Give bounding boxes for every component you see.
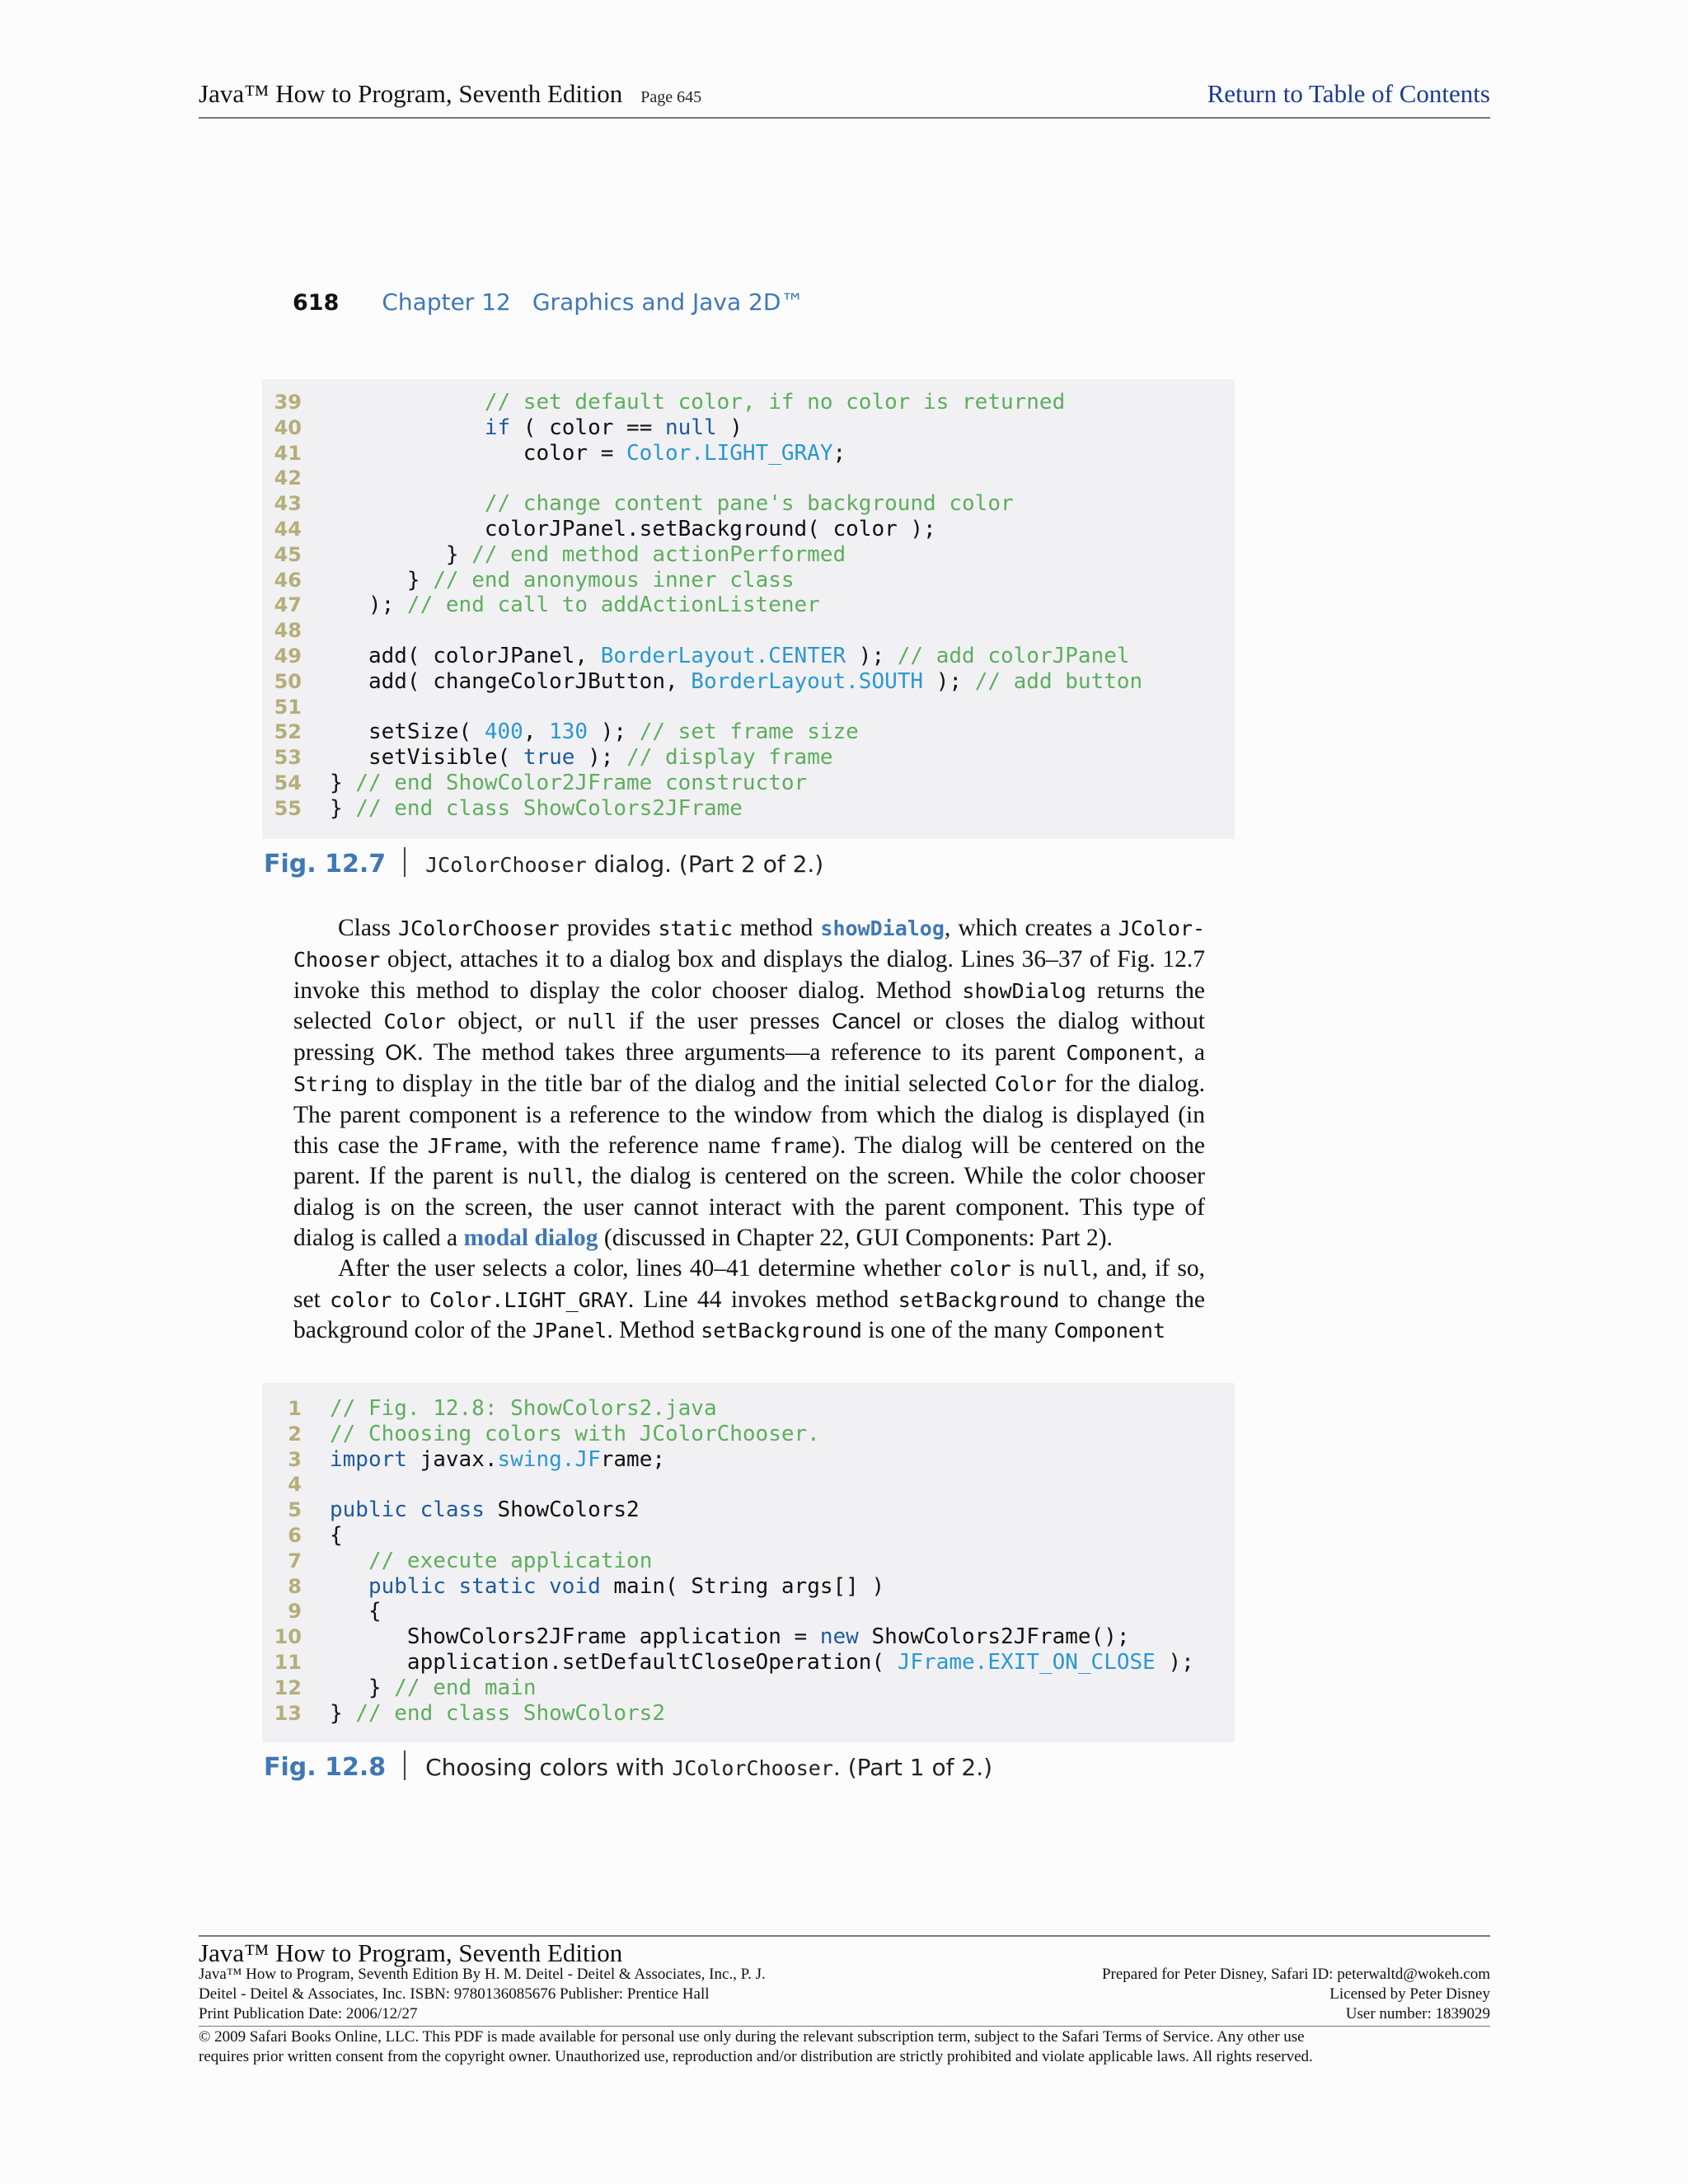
text-run: or closes the dialog without pressing <box>293 1008 1205 1066</box>
code-text: import javax.swing.JFrame; <box>330 1446 666 1472</box>
book-title-text: Java™ How to Program, Seventh Edition <box>199 79 623 108</box>
code-text: if ( color == null ) <box>484 415 743 440</box>
code-text: } // end method actionPerformed <box>330 541 846 567</box>
line-number: 43 <box>274 492 302 516</box>
line-number: 12 <box>274 1675 302 1699</box>
line-number: 5 <box>288 1498 302 1522</box>
text-run: returns the selected <box>293 977 1205 1035</box>
line-number: 42 <box>274 466 302 490</box>
text-run: After the user selects a color, lines 40–41 determine whether <box>338 1254 950 1282</box>
code-text: public static void main( String args[] ) <box>368 1573 885 1599</box>
code-term: Color <box>383 1010 446 1034</box>
code-text: // Choosing colors with JColorChooser. <box>330 1421 820 1446</box>
text-run: Class <box>338 915 399 941</box>
code-term: null <box>567 1010 617 1034</box>
line-number: 13 <box>274 1701 302 1725</box>
gui-term-cancel: Cancel <box>832 1009 902 1034</box>
paragraph-2 <box>293 1254 1205 1347</box>
code-text: } // end class ShowColors2 <box>330 1700 665 1726</box>
key-term-modal-dialog: modal dialog <box>463 1224 598 1251</box>
code-term: JPanel <box>532 1319 607 1343</box>
footer-isbn: Deitel - Deitel & Associates, Inc. ISBN: 9780136085676 Publisher: Prentice Hall <box>199 1985 710 2003</box>
footer-copyright-line-2: requires prior written consent from the copyright owner. Unauthorized use, reproduction and/or distribution are strictly prohibited and violate applicable laws. All rights reserved. <box>199 2048 1313 2065</box>
code-term: Color <box>994 1071 1057 1096</box>
text-run: is <box>1010 1254 1043 1282</box>
text-run: . Method <box>607 1317 701 1344</box>
code-term: static <box>658 916 733 940</box>
code-text: colorJPanel.setBackground( color ); <box>330 517 936 541</box>
text-run: to change the background color of the <box>293 1286 1205 1344</box>
line-number: 4 <box>288 1473 302 1497</box>
footer-copyright-line-1: © 2009 Safari Books Online, LLC. This PDF is made available for personal use only during the relevant subscription term, subject to the Safari Terms of Service. Any other use <box>199 2028 1305 2046</box>
line-number: 52 <box>274 720 302 744</box>
line-number: 44 <box>274 518 302 541</box>
header-book-title <box>199 79 701 109</box>
line-number: 41 <box>274 441 302 465</box>
figure-label: Fig. 12.8 <box>264 1753 387 1782</box>
line-number: 10 <box>274 1625 302 1649</box>
chapter-title: Graphics and Java 2D™ <box>532 288 804 316</box>
footer-book-title: Java™ How to Program, Seventh Edition <box>199 1938 623 1967</box>
text-run: object, attaches it to a dialog box and displays the dialog. Lines 36–37 of Fig. 12.7 invoke this method to display the color chooser dialog. Method <box>293 945 1205 1004</box>
line-number: 1 <box>288 1397 302 1420</box>
caption-text: . (Part 1 of 2.) <box>832 1754 993 1781</box>
footer-row-2 <box>199 1985 1490 2005</box>
line-number: 2 <box>288 1422 302 1446</box>
code-text: } // end main <box>330 1675 537 1700</box>
code-text: } // end anonymous inner class <box>330 567 795 593</box>
line-number: 7 <box>288 1549 302 1572</box>
text-run: to display in the title bar of the dialog and the initial selected <box>368 1070 995 1097</box>
gui-term-ok: OK <box>385 1040 418 1066</box>
line-number: 39 <box>274 391 302 414</box>
line-number: 45 <box>274 542 302 566</box>
line-number: 55 <box>274 796 302 820</box>
code-term: String <box>293 1071 368 1096</box>
code-term: JFrame <box>427 1133 502 1158</box>
footer-licensed-by: Licensed by Peter Disney <box>1329 1985 1490 2003</box>
code-text: // Fig. 12.8: ShowColors2.java <box>330 1396 717 1421</box>
code-text: setSize( 400, 130 ); // set frame size <box>330 719 859 745</box>
line-number: 8 <box>288 1574 302 1598</box>
text-run: is one of the many <box>861 1317 1054 1344</box>
figure-caption-12-8 <box>264 1750 992 1782</box>
caption-text: dialog. (Part 2 of 2.) <box>586 851 824 878</box>
code-term: JColorChooser <box>398 916 560 940</box>
code-term: Component <box>1053 1319 1166 1343</box>
footer-user-number: User number: 1839029 <box>1345 2005 1490 2022</box>
line-number: 9 <box>288 1600 302 1624</box>
line-number: 51 <box>274 695 302 719</box>
text-run: , with the reference name <box>501 1132 770 1159</box>
text-run: , a <box>1177 1039 1205 1066</box>
code-term: frame <box>769 1133 832 1158</box>
line-number: 50 <box>274 669 302 693</box>
text-run: , the dialog is centered on the screen. While the color chooser dialog is on the screen, the user cannot interact with the parent component. This type of dialog is called a <box>293 1163 1205 1251</box>
code-text: color = Color.LIGHT_GRAY; <box>330 440 846 466</box>
line-number: 47 <box>274 593 302 617</box>
code-text: ShowColors2JFrame application = new ShowColors2JFrame(); <box>330 1624 1130 1650</box>
code-text: } // end ShowColor2JFrame constructor <box>330 771 808 795</box>
code-term: JColor- <box>1118 916 1206 940</box>
footer-row-3 <box>199 2005 1490 2025</box>
line-number: 48 <box>274 619 302 643</box>
code-text: } // end class ShowColors2JFrame <box>330 795 743 821</box>
caption-separator <box>404 847 406 877</box>
code-term: Color.LIGHT_GRAY <box>429 1287 628 1312</box>
text-run: . Line 44 invokes method <box>627 1286 898 1313</box>
line-number: 3 <box>288 1447 302 1471</box>
chapter-label: Chapter 12 <box>382 288 511 316</box>
text-run: object, or <box>445 1008 568 1035</box>
figure-caption-12-7 <box>264 847 823 879</box>
code-text: public class ShowColors2 <box>330 1497 640 1523</box>
line-number: 11 <box>274 1651 302 1674</box>
code-text: setVisible( true ); // display frame <box>330 745 833 771</box>
code-term: null <box>527 1165 577 1189</box>
footer-publication-date: Print Publication Date: 2006/12/27 <box>199 2005 418 2022</box>
code-text: application.setDefaultCloseOperation( JFrame.EXIT_ON_CLOSE ); <box>330 1650 1194 1675</box>
caption-separator <box>404 1750 406 1780</box>
book-page-number: 618 <box>293 290 340 316</box>
code-term: color <box>949 1256 1011 1281</box>
line-number: 53 <box>274 746 302 770</box>
code-term: color <box>330 1287 392 1312</box>
text-run: method <box>732 915 821 941</box>
code-term: null <box>1042 1256 1093 1281</box>
text-run: . The method takes three arguments—a reference to its parent <box>417 1039 1067 1066</box>
footer-row-1 <box>199 1966 1490 1985</box>
code-term: showDialog <box>962 978 1086 1003</box>
body-text <box>293 913 1205 1347</box>
figure-label: Fig. 12.7 <box>264 850 387 879</box>
key-term-showdialog: showDialog <box>820 916 945 940</box>
code-text: ); // end call to addActionListener <box>330 593 820 618</box>
line-number: 46 <box>274 568 302 592</box>
code-listing-fig-12-8 <box>262 1383 1235 1742</box>
text-run: , and, if so, set <box>293 1254 1206 1313</box>
line-number: 49 <box>274 644 302 668</box>
code-term: Chooser <box>293 947 381 972</box>
text-run: , which creates a <box>944 915 1118 941</box>
code-listing-fig-12-7 <box>262 379 1235 839</box>
caption-code-term: JColorChooser <box>425 853 587 877</box>
chapter-running-head <box>293 288 804 316</box>
text-run: for the dialog. The parent component is a reference to the window from which the dialog is displayed (in this case the <box>293 1070 1205 1159</box>
code-text: add( colorJPanel, BorderLayout.CENTER ); // add colorJPanel <box>330 644 1130 668</box>
code-text: // set default color, if no color is returned <box>484 390 1066 415</box>
code-term: setBackground <box>701 1319 862 1343</box>
line-number: 40 <box>274 415 302 439</box>
code-text: { <box>330 1599 382 1624</box>
paragraph-1 <box>293 913 1205 1254</box>
footer-prepared-for: Prepared for Peter Disney, Safari ID: peterwaltd@wokeh.com <box>1101 1966 1490 1983</box>
page-header <box>199 76 1490 119</box>
line-number: 54 <box>274 771 302 794</box>
header-page-label: Page 645 <box>640 88 702 106</box>
text-run: to <box>392 1286 430 1313</box>
footer-divider <box>199 2026 1490 2027</box>
text-run: (discussed in Chapter 22, GUI Components: Part 2). <box>598 1224 1113 1251</box>
text-run: ). The dialog will be centered on the parent. If the parent is <box>293 1132 1205 1190</box>
code-text: // execute application <box>368 1548 653 1573</box>
caption-code-term: JColorChooser <box>672 1756 833 1780</box>
return-to-toc-link[interactable]: Return to Table of Contents <box>1207 79 1490 108</box>
footer-citation: Java™ How to Program, Seventh Edition By H. M. Deitel - Deitel & Associates, Inc., P. J. <box>199 1966 766 1983</box>
text-run: provides <box>559 915 659 941</box>
code-term: Component <box>1066 1041 1178 1066</box>
code-text: { <box>330 1523 343 1548</box>
line-number: 6 <box>288 1524 302 1547</box>
text-run: if the user presses <box>617 1008 832 1035</box>
code-text: add( changeColorJButton, BorderLayout.SOUTH ); // add button <box>330 668 1143 694</box>
caption-text: Choosing colors with <box>425 1754 673 1781</box>
code-text: // change content pane's background color <box>484 491 1014 517</box>
footer-rule <box>199 1935 1490 1937</box>
code-term: setBackground <box>898 1287 1060 1312</box>
